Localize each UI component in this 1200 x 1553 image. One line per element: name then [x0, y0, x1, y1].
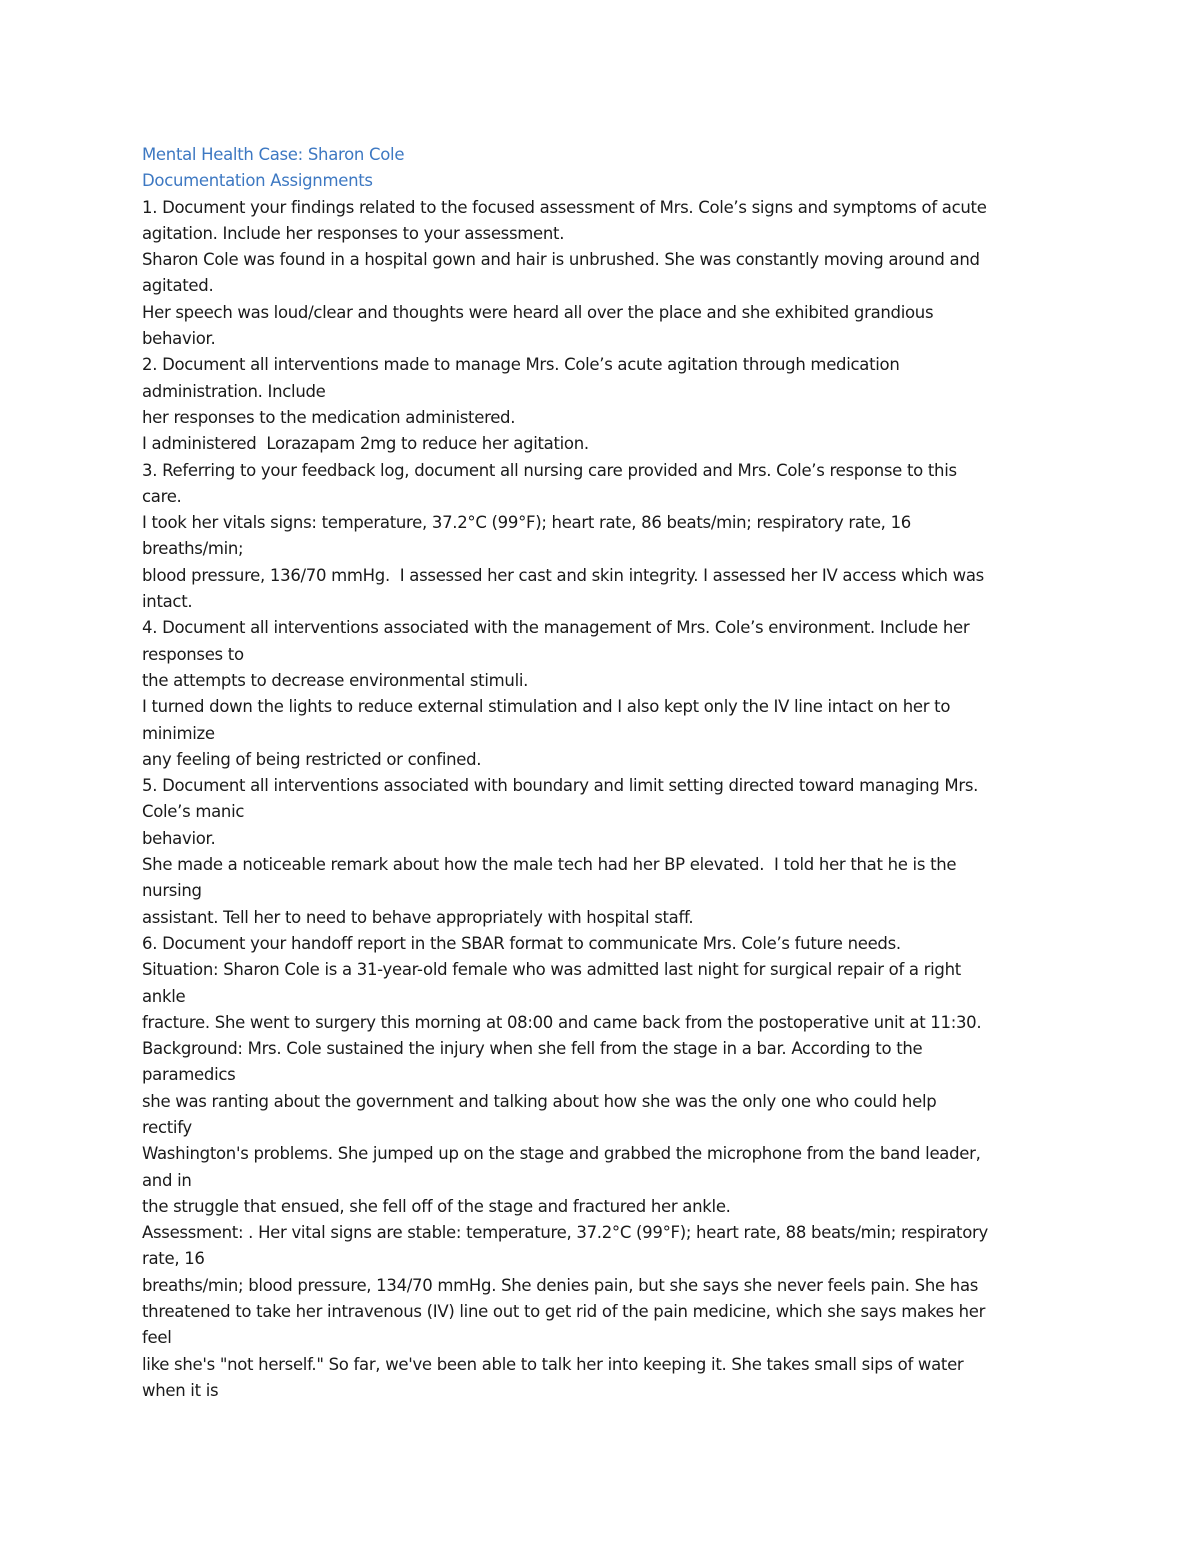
text-line: the struggle that ensued, she fell off of the stage and fractured her ankle. — [142, 1196, 731, 1216]
text-line: behavior. — [142, 828, 216, 848]
text-line: administration. Include — [142, 381, 326, 401]
text-line: Washington's problems. She jumped up on the stage and grabbed the microphone from the band leader, — [142, 1144, 981, 1164]
text-line: 6. Document your handoff report in the SBAR format to communicate Mrs. Cole’s future needs. — [142, 933, 901, 953]
text-line: her responses to the medication administered. — [142, 407, 516, 427]
document-text — [142, 195, 1062, 1405]
text-line: rectify — [142, 1117, 192, 1137]
text-line: breaths/min; — [142, 539, 244, 559]
text-line: 2. Document all interventions made to manage Mrs. Cole’s acute agitation through medication — [142, 355, 900, 375]
text-line: 4. Document all interventions associated with the management of Mrs. Cole’s environment. Include her — [142, 618, 970, 638]
text-line: minimize — [142, 723, 215, 743]
text-line: Cole’s manic — [142, 802, 245, 822]
text-line: agitated. — [142, 276, 214, 296]
text-line: and in — [142, 1170, 192, 1190]
text-line: intact. — [142, 592, 193, 612]
text-line: behavior. — [142, 329, 216, 349]
text-line: breaths/min; blood pressure, 134/70 mmHg. She denies pain, but she says she never feels pain. She has — [142, 1275, 979, 1295]
text-line: rate, 16 — [142, 1249, 205, 1269]
text-line: ankle — [142, 986, 186, 1006]
text-line: paramedics — [142, 1065, 236, 1085]
text-line: Situation: Sharon Cole is a 31-year-old female who was admitted last night for surgical repair of a right — [142, 960, 961, 980]
text-line: I turned down the lights to reduce external stimulation and I also kept only the IV line intact on her to — [142, 697, 951, 717]
text-line: nursing — [142, 881, 202, 901]
text-line: 5. Document all interventions associated with boundary and limit setting directed toward managing Mrs. — [142, 776, 979, 796]
text-line: She made a noticeable remark about how the male tech had her BP elevated. I told her that he is the — [142, 855, 957, 875]
text-line: feel — [142, 1328, 172, 1348]
text-line: any feeling of being restricted or confined. — [142, 749, 482, 769]
document-body — [142, 142, 1062, 1404]
text-line: 3. Referring to your feedback log, document all nursing care provided and Mrs. Cole’s response to this — [142, 460, 957, 480]
text-line: threatened to take her intravenous (IV) line out to get rid of the pain medicine, which she says makes her — [142, 1302, 986, 1322]
text-line: 1. Document your findings related to the focused assessment of Mrs. Cole’s signs and symptoms of acute — [142, 197, 987, 217]
text-line: like she's "not herself." So far, we've been able to talk her into keeping it. She takes small sips of water — [142, 1354, 964, 1374]
text-line: responses to — [142, 644, 244, 664]
text-line: I took her vitals signs: temperature, 37.2°C (99°F); heart rate, 86 beats/min; respiratory rate, 16 — [142, 513, 911, 533]
text-line: blood pressure, 136/70 mmHg. I assessed her cast and skin integrity. I assessed her IV access which was — [142, 565, 984, 585]
text-line: assistant. Tell her to need to behave appropriately with hospital staff. — [142, 907, 694, 927]
text-line: Background: Mrs. Cole sustained the injury when she fell from the stage in a bar. According to the — [142, 1039, 923, 1059]
text-line: Assessment: . Her vital signs are stable: temperature, 37.2°C (99°F); heart rate, 88 beats/min; respiratory — [142, 1223, 988, 1243]
text-line: the attempts to decrease environmental stimuli. — [142, 670, 529, 690]
text-line: care. — [142, 486, 182, 506]
text-line: when it is — [142, 1380, 219, 1400]
document-subtitle: Documentation Assignments — [142, 171, 373, 191]
text-line: I administered Lorazapam 2mg to reduce her agitation. — [142, 434, 589, 454]
text-line: fracture. She went to surgery this morning at 08:00 and came back from the postoperative unit at 11:30. — [142, 1012, 982, 1032]
text-line: Sharon Cole was found in a hospital gown and hair is unbrushed. She was constantly moving around and — [142, 250, 980, 270]
text-line: she was ranting about the government and talking about how she was the only one who could help — [142, 1091, 937, 1111]
text-line: Her speech was loud/clear and thoughts were heard all over the place and she exhibited grandious — [142, 302, 934, 322]
text-line: agitation. Include her responses to your assessment. — [142, 223, 565, 243]
document-title: Mental Health Case: Sharon Cole — [142, 145, 405, 164]
